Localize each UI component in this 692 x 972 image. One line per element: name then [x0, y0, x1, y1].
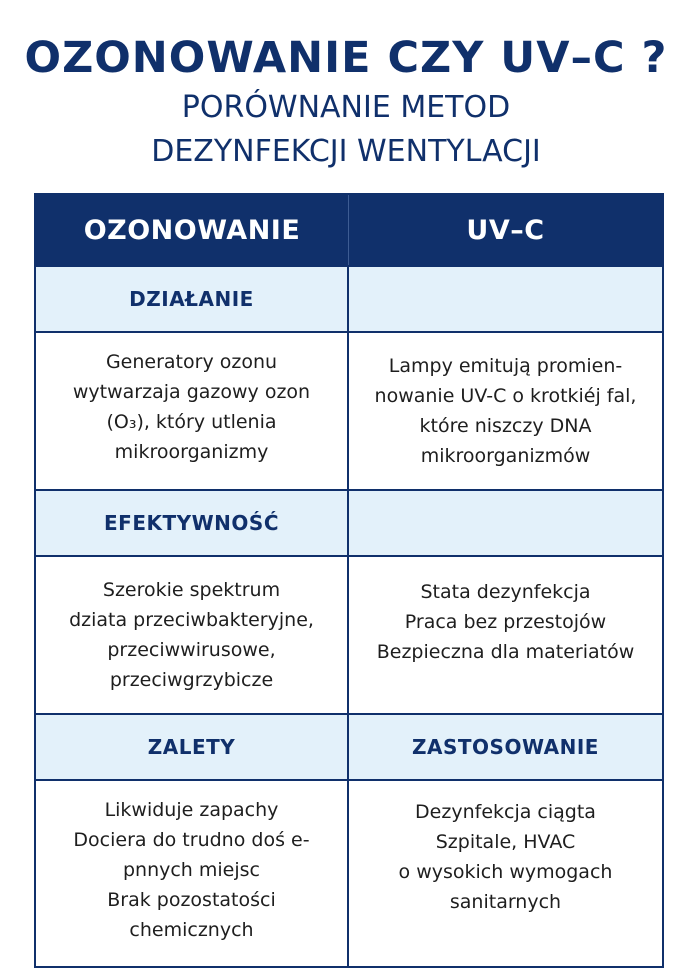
section-label: DZIAŁANIE	[36, 267, 349, 331]
page-subtitle-line-2: DEZYNFEKCJI WENTYLACJI	[151, 134, 541, 169]
table-cell: Likwiduje zapachy Dociera do trudno doś e- pnnych miejsc Brak pozostatości chemicznych	[36, 781, 349, 966]
table-cell: Stata dezynfekcja Praca bez przestojów Bezpieczna dla materiatów	[349, 557, 662, 713]
table-cell: Lampy emitują promien- nowanie UV-C o krotkiéj fal, które niszczy DNA mikroorganizmów	[349, 333, 662, 489]
page-subtitle-line-1: PORÓWNANIE METOD	[181, 90, 511, 125]
section-label: ZALETY	[36, 715, 349, 779]
table-row	[36, 333, 662, 491]
table-row	[36, 781, 662, 966]
page-title: OZONOWANIE CZY UV–C ?	[24, 33, 668, 83]
comparison-table	[34, 193, 664, 968]
table-header-row	[36, 195, 662, 267]
section-row-efektywnosc	[36, 491, 662, 557]
section-label	[349, 491, 662, 555]
section-row-dzialanie	[36, 267, 662, 333]
section-label: EFEKTYWNOŚĆ	[36, 491, 349, 555]
section-label	[349, 267, 662, 331]
table-cell: Dezynfekcja ciągta Szpitale, HVAC o wysokich wymogach sanitarnych	[349, 781, 662, 966]
table-cell: Szerokie spektrum dziata przeciwbakteryjne, przeciwwirusowe, przeciwgrzybicze	[36, 557, 349, 713]
column-header-uvc: UV–C	[466, 214, 545, 246]
table-row	[36, 557, 662, 715]
column-header-ozonowanie: OZONOWANIE	[36, 195, 349, 265]
section-label: ZASTOSOWANIE	[349, 715, 662, 779]
section-row-zalety-zastosowanie	[36, 715, 662, 781]
table-cell: Generatory ozonu wytwarzaja gazowy ozon (O₃), który utlenia mikroorganizmy	[36, 333, 349, 489]
